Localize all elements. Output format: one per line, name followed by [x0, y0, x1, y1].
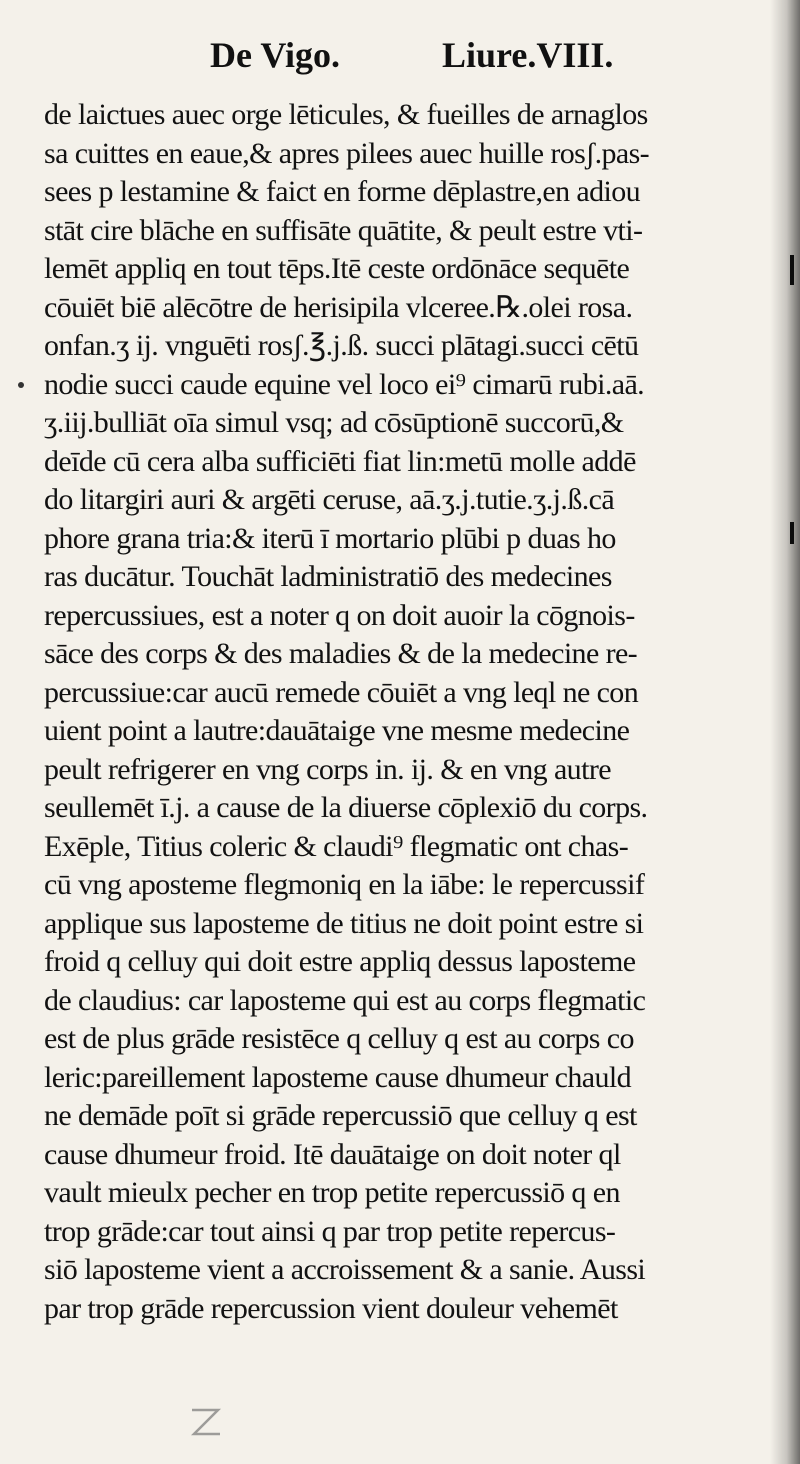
text-line: est de plus grāde resistēce q celluy q est au corps co: [44, 1022, 634, 1055]
margin-dot: [18, 382, 24, 388]
text-line: sees p lestamine & faict en forme dēplastre,en adiou: [44, 175, 641, 208]
edge-mark: [790, 522, 794, 544]
text-line: de claudius: car laposteme qui est au corps flegmatic: [44, 983, 646, 1017]
text-line: onfan.ʒ ij. vnguēti rosʃ.℥.j.ß. succi plātagi.succi cētū: [44, 329, 639, 362]
text-line: Exēple, Titius coleric & claudi⁹ flegmatic ont chas-: [44, 829, 629, 863]
text-line: leric:pareillement laposteme cause dhumeur chauld: [44, 1060, 632, 1094]
text-line: percussiue:car aucū remede cōuiēt a vng leql ne con: [44, 675, 639, 709]
signature-glyph: [186, 1402, 226, 1442]
text-line: applique sus laposteme de titius ne doit point estre si: [44, 906, 644, 940]
text-line: repercussiues, est a noter q on doit auoir la cōgnois-: [44, 598, 635, 632]
text-line: ras ducātur. Touchāt ladministratiō des medecines: [44, 560, 612, 593]
signature-mark: [186, 1402, 226, 1442]
text-line: uient point a lautre:dauātaige vne mesme medecine: [44, 714, 630, 747]
text-line: ne demāde poīt si grāde repercussiō que celluy q est: [44, 1099, 637, 1132]
text-line: deīde cū cera alba sufficiēti fiat lin:metū molle addē: [44, 444, 636, 478]
text-line: cū vng aposteme flegmoniq en la iābe: le repercussif: [44, 868, 645, 901]
text-line: vault mieulx pecher en trop petite repercussiō q en: [44, 1176, 620, 1209]
text-line: sāce des corps & des maladies & de la medecine re-: [44, 637, 638, 670]
text-line: froid q celluy qui doit estre appliq dessus laposteme: [44, 945, 636, 978]
running-header: [210, 34, 630, 82]
text-line: nodie succi caude equine vel loco ei⁹ cimarū rubi.aā.: [44, 367, 645, 401]
text-line: lemēt appliq en tout tēps.Itē ceste ordōnāce sequēte: [44, 252, 630, 285]
text-line: ʒ.iij.bulliāt oīa simul vsq; ad cōsūptionē succorū,&: [44, 406, 624, 439]
text-line: de laictues auec orge lēticules, & fueilles de arnaglos: [44, 98, 648, 131]
text-line: cōuiēt biē alēcōtre de herisipila vlceree.℞.olei rosa.: [44, 290, 633, 324]
text-line: phore grana tria:& iterū ī mortario plūbi p duas ho: [44, 521, 616, 555]
text-line: trop grāde:car tout ainsi q par trop petite repercus-: [44, 1214, 616, 1248]
edge-mark: [790, 255, 794, 285]
body-text: [44, 96, 764, 1328]
text-line: peult refrigerer en vng corps in. ij. & en vng autre: [44, 752, 611, 786]
text-line: sa cuittes en eaue,& apres pilees auec huille rosʃ.pas-: [44, 136, 650, 170]
text-line: stāt cire blāche en suffisāte quātite, & peult estre vti-: [44, 213, 643, 247]
header-author: De Vigo.: [210, 35, 340, 75]
text-line: seullemēt ī.j. a cause de la diuerse cōplexiō du corps.: [44, 791, 648, 824]
text-line: par trop grāde repercussion vient douleur vehemēt: [44, 1291, 618, 1325]
header-book-number: Liure.VIII.: [442, 35, 614, 75]
text-line: do litargiri auri & argēti ceruse, aā.ʒ.j.tutie.ʒ.j.ß.cā: [44, 483, 615, 516]
text-line: cause dhumeur froid. Itē dauātaige on doit noter ql: [44, 1137, 621, 1171]
text-line: siō laposteme vient a accroissement & a sanie. Aussi: [44, 1253, 646, 1286]
